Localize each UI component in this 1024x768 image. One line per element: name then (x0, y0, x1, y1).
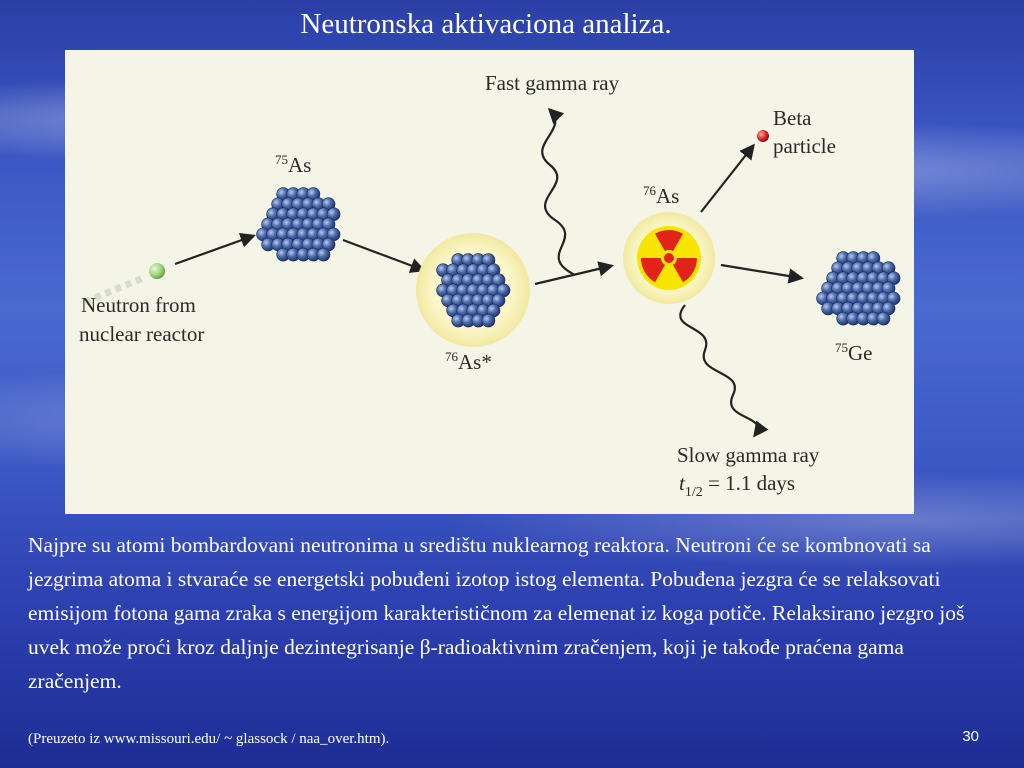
arrow-as75-to-as76-excited (343, 240, 423, 270)
fast-gamma-wave (542, 110, 575, 275)
arrow-neutron-to-as75 (175, 236, 253, 264)
as76-label: $^{76}$As (643, 183, 680, 208)
neutron-activation-diagram (65, 50, 914, 514)
slide-title: Neutronska aktivaciona analiza. (300, 8, 672, 40)
as75-label: $^{75}$As (275, 152, 312, 177)
as76-excited-label: $^{76}$As* (445, 349, 492, 374)
ge75-nucleus (817, 252, 901, 325)
arrow-as76-to-ge75 (721, 265, 801, 278)
slide-description (28, 528, 998, 698)
diagram-canvas (65, 50, 914, 514)
as75-nucleus (257, 188, 341, 261)
description-text: Najpre su atomi bombardovani neutronima u središtu nuklearnog reaktora. Neutroni će se kombnovati sa jezgrima atoma i stvaraće se energetski pobuđeni izotop istog elementa. Pobuđena jezgra će se relaksovati emisijom fotona gama zraka s energijom karakterističnom za elemenat iz koga potiče. Relaksirano jezgro još uvek može proći kroz daljnje dezintegrisanje β-radioaktivnim zračenjem, koji je takođe praćena gama zračenjem. (28, 533, 965, 693)
neutron-label-line1: Neutron from (81, 293, 196, 317)
arrow-beta (701, 146, 753, 212)
beta-particle (757, 130, 769, 142)
nucleon (877, 312, 890, 325)
neutron-label-line2: nuclear reactor (79, 322, 205, 346)
nucleon (482, 314, 495, 327)
radiation-icon (637, 226, 701, 290)
ge75-label: $^{75}$Ge (835, 340, 873, 365)
nucleon (317, 248, 330, 261)
beta-label-line1: Beta (773, 106, 812, 130)
neutron-particle (149, 263, 165, 279)
slow-gamma-label: Slow gamma ray (677, 443, 820, 467)
page-number: 30 (962, 728, 979, 745)
fast-gamma-label: Fast gamma ray (485, 71, 620, 95)
radiation-center (664, 253, 674, 263)
half-life-label: $t_{1/2} = 1.1$ days (679, 471, 796, 500)
slow-gamma-wave (680, 305, 758, 435)
source-citation: (Preuzeto iz www.missouri.edu/ ~ glassock / naa_over.htm). (28, 731, 390, 747)
beta-label-line2: particle (773, 134, 836, 158)
